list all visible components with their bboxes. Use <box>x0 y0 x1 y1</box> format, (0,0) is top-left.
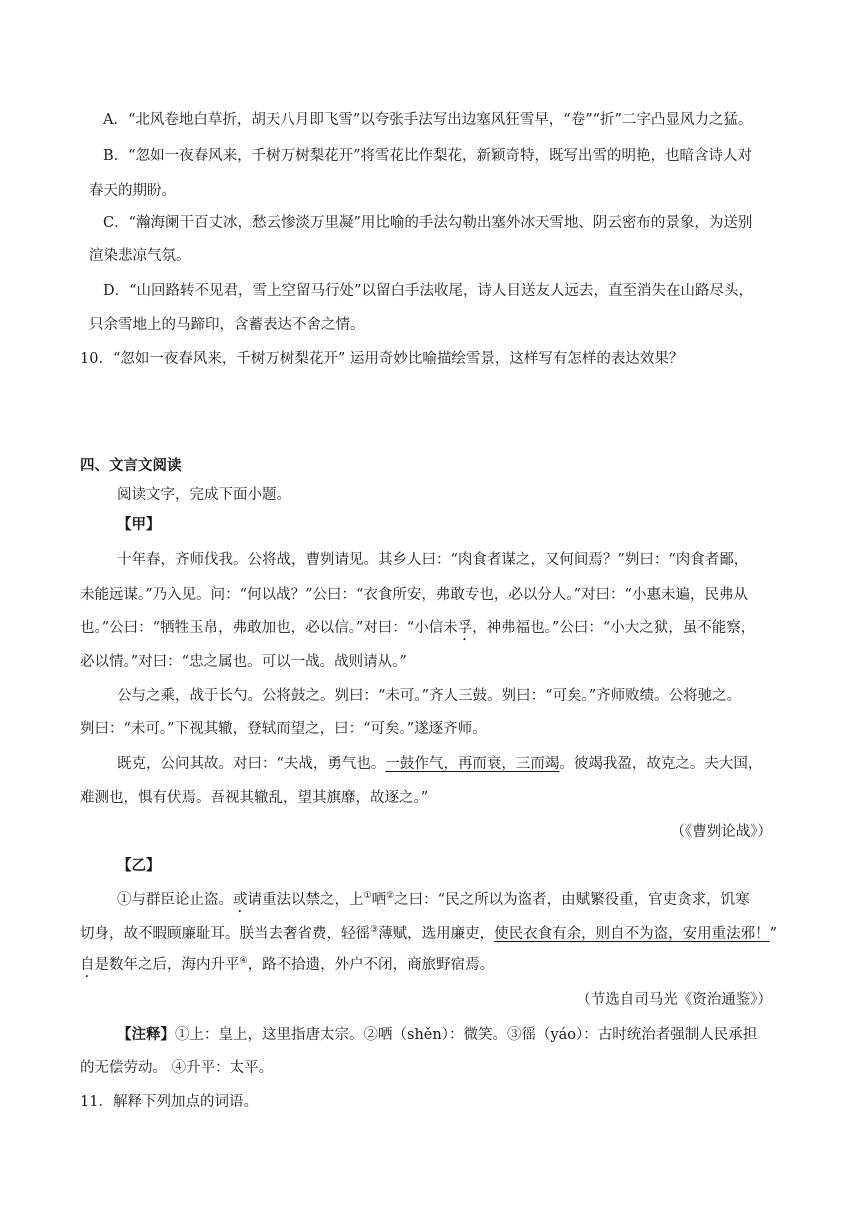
yi-line3: 自是数年之后，海内升平④，路不拾遗，外户不闭，商旅野宿焉。 <box>80 956 495 973</box>
jia-p3-line1: 既克，公问其故。对曰：“夫战，勇气也。一鼓作气，再而衰，三而竭。彼竭我盈，故克之。夫大国， <box>117 756 763 772</box>
jia-p2-line1: 公与之乘，战于长勺。公将鼓之。刿曰：“未可。”齐人三鼓。刿曰：“可矣。”齐师败绩。公将驰之。 <box>117 688 742 704</box>
option-d-line1: D．“山回路转不见君，雪上空留马行处”以留白手法收尾，诗人目送友人远去，直至消失在山路尽头， <box>103 283 753 299</box>
passage-yi-label: 【乙】 <box>117 857 161 874</box>
yi-line2: 切身，故不暇顾廉耻耳。朕当去奢省费，轻徭③薄赋，选用廉吏，使民衣食有余，则自不为盗，安用重法邪！” <box>80 925 777 942</box>
jia-p2-line2: 刿曰：“未可。”下视其辙，登轼而望之，曰：“可矣。”遂逐齐师。 <box>80 721 487 737</box>
question-11: 11．解释下列加点的词语。 <box>80 1094 258 1110</box>
option-c-line2: 渲染悲凉气氛。 <box>89 248 191 264</box>
option-c-line1: C．“瀚海阑干百丈冰，愁云惨淡万里凝”用比喻的手法勾勒出塞外冰天雪地、阴云密布的景象，为送别 <box>103 215 753 231</box>
option-a: A．“北风卷地白草折，胡天八月即飞雪”以夸张手法写出边塞风狂雪早，“卷”“折”二字凸显风力之猛。 <box>103 112 753 128</box>
dotted-word-huo: 或 <box>233 892 248 908</box>
underlined-sentence-jia: 一鼓作气，再而衰，三而竭 <box>385 756 560 772</box>
jia-p1-line4: 必以情。”对曰：“忠之属也。可以一战。战则请从。” <box>80 654 407 670</box>
notes-line1: 【注释】①上：皇上，这里指唐太宗。②哂（shěn）：微笑。③徭（yáo）：古时统治者强制人民承担 <box>117 1026 758 1043</box>
section-instruction: 阅读文字，完成下面小题。 <box>117 487 291 503</box>
dotted-word-fu: 孚 <box>457 620 473 636</box>
option-b-line2: 春天的期盼。 <box>89 183 176 199</box>
option-b-line1: B．“忽如一夜春风来，千树万树梨花开”将雪花比作梨花，新颖奇特，既写出雪的明艳，也暗含诗人对 <box>103 148 752 164</box>
question-10: 10．“忽如一夜春风来，千树万树梨花开” 运用奇妙比喻描绘雪景，这样写有怎样的表达效果？ <box>80 351 684 367</box>
jia-source: （《曹刿论战》） <box>670 824 772 840</box>
yi-source: （节选自司马光《资治通鉴》） <box>576 992 772 1008</box>
jia-p3-line2: 难测也，惧有伏焉。吾视其辙乱，望其旗靡，故逐之。” <box>80 790 429 806</box>
yi-line1: ①与群臣论止盗。或请重法以禁之，上①哂②之曰：“民之所以为盗者，由赋繁役重，官吏贪求，饥寒 <box>117 891 750 908</box>
jia-p1-line2: 未能远谋。”乃入见。问：“何以战？”公曰：“衣食所安，弗敢专也，必以分人。”对曰：“小惠未遍，民弗从 <box>80 587 748 603</box>
jia-p1-line1: 十年春，齐师伐我。公将战，曹刿请见。其乡人曰：“肉食者谋之，又何间焉？”刿曰：“肉食者鄙， <box>117 552 749 568</box>
jia-p1-line3: 也。”公曰：“牺牲玉帛，弗敢加也，必以信。”对曰：“小信未孚，神弗福也。”公曰：“小大之狱，虽不能察， <box>80 620 756 636</box>
option-d-line2: 只余雪地上的马蹄印，含蓄表达不舍之情。 <box>89 317 365 333</box>
section-heading: 四、文言文阅读 <box>80 457 182 474</box>
notes-line2: 的无偿劳动。 ④升平：太平。 <box>80 1060 274 1076</box>
dotted-word-zi: 自 <box>80 957 95 973</box>
underlined-sentence-yi: 使民衣食有余，则自不为盗，安用重法邪！ <box>494 926 770 942</box>
passage-jia-label: 【甲】 <box>117 516 161 533</box>
